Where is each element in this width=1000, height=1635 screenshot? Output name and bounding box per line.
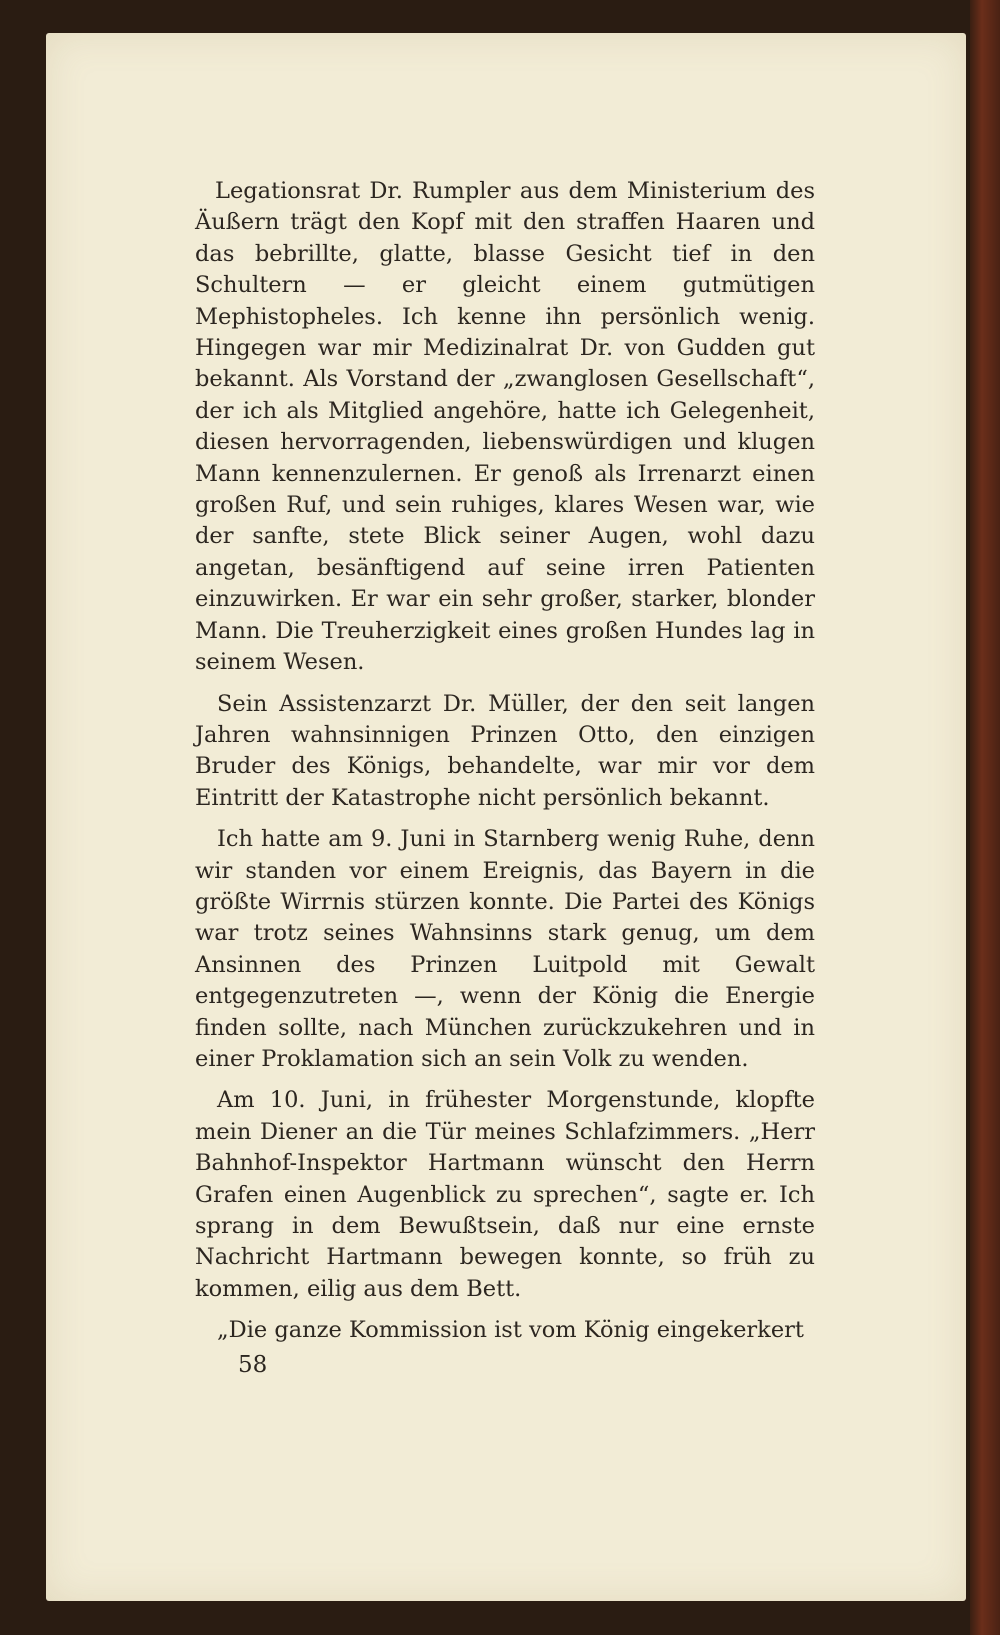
paragraph-4: Am 10. Juni, in frühester Morgenstunde, klopfte mein Diener an die Tür meines Schlafzimmers. „Herr Bahnhof-Inspektor Hartmann wünscht den Herrn Grafen einen Augenblick zu sprechen“, sagte er. Ich sprang in dem Bewußtsein, daß nur eine ernste Nachricht Hartmann bewegen konnte, so früh zu kommen, eilig aus dem Bett. bbox=[195, 1087, 815, 1302]
paragraph-2: Sein Assistenzarzt Dr. Müller, der den seit langen Jahren wahnsinnigen Prinzen Otto, den einzigen Bruder des Königs, behandelte, war mir vor dem Eintritt der Katastrophe nicht persönlich bekannt. bbox=[195, 690, 815, 811]
book-cover-edge bbox=[970, 0, 1000, 1635]
paragraph-5: „Die ganze Kommission ist vom König eingekerkert bbox=[217, 1317, 804, 1344]
page-number: 58 bbox=[238, 1352, 268, 1378]
page-text bbox=[195, 176, 815, 1357]
paragraph-3: Ich hatte am 9. Juni in Starnberg wenig Ruhe, denn wir standen vor einem Ereignis, das Bayern in die größte Wirrnis stürzen konnte. Die Partei des Königs war trotz seines Wahnsinns stark genug, um dem Ansinnen des Prinzen Luitpold mit Gewalt entgegenzutreten —, wenn der König die Energie finden sollte, nach München zurückzukehren und in einer Proklamation sich an sein Volk zu wenden. bbox=[195, 826, 815, 1072]
paragraph-1: Legationsrat Dr. Rumpler aus dem Ministerium des Äußern trägt den Kopf mit den straffen Haaren und das bebrillte, glatte, blasse Gesicht tief in den Schultern — er gleicht einem gutmütigen Mephistopheles. Ich kenne ihn persönlich wenig. Hingegen war mir Medizinalrat Dr. von Gudden gut bekannt. Als Vorstand der „zwanglosen Gesellschaft“, der ich als Mitglied angehöre, hatte ich Gelegenheit, diesen hervorragenden, liebenswürdigen und klugen Mann kennenzulernen. Er genoß als Irrenarzt einen großen Ruf, und sein ruhiges, klares Wesen war, wie der sanfte, stete Blick seiner Augen, wohl dazu angetan, besänftigend auf seine irren Patienten einzuwirken. Er war ein sehr großer, starker, blonder Mann. Die Treuherzigkeit eines großen Hundes lag in seinem Wesen. bbox=[195, 178, 815, 676]
